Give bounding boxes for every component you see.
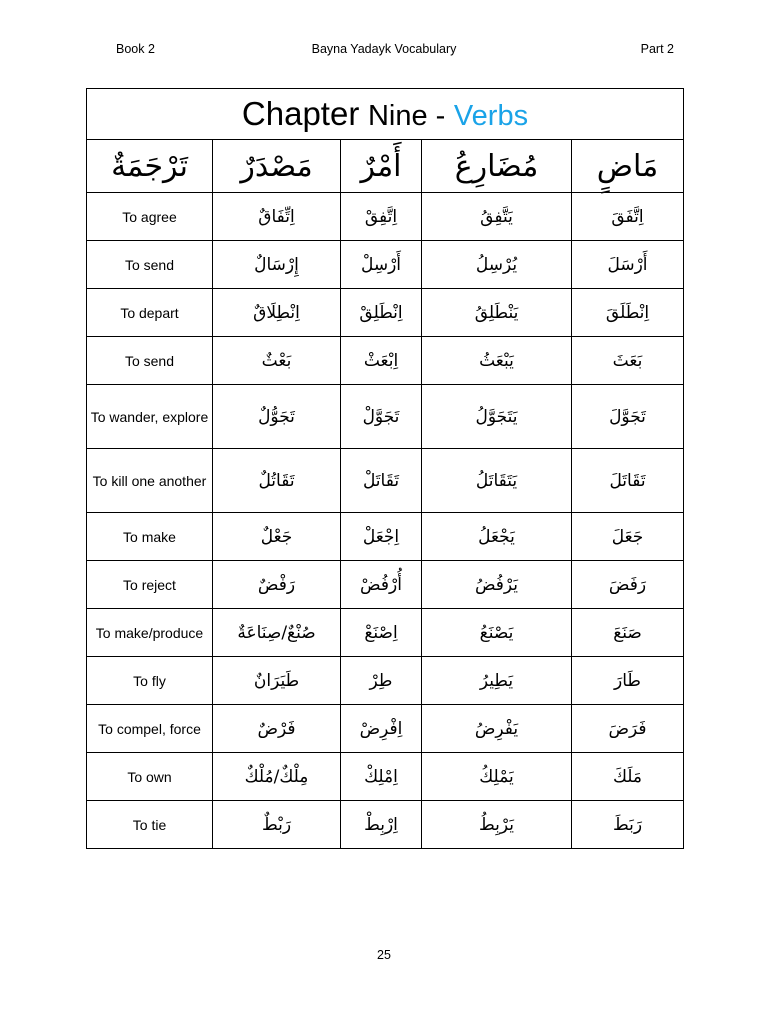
amr-cell: أَرْسِلْ: [341, 241, 422, 289]
table-row: [87, 705, 684, 753]
translation-cell: To wander, explore: [87, 385, 213, 449]
column-header-masdar: مَصْدَرٌ: [213, 140, 341, 193]
header-part: Part 2: [640, 42, 674, 56]
page-number: 25: [377, 948, 391, 962]
table-row: [87, 385, 684, 449]
mudari-cell: يُرْسِلُ: [422, 241, 572, 289]
madi-cell: جَعَلَ: [572, 513, 684, 561]
mudari-cell: يَرْفُضُ: [422, 561, 572, 609]
table-row: [87, 561, 684, 609]
translation-cell: To compel, force: [87, 705, 213, 753]
masdar-cell: صُنْعٌ/صِنَاعَةٌ: [213, 609, 341, 657]
mudari-cell: يَرْبِطُ: [422, 801, 572, 849]
mudari-cell: يَصْنَعُ: [422, 609, 572, 657]
table-row: [87, 337, 684, 385]
amr-cell: اِجْعَلْ: [341, 513, 422, 561]
madi-cell: بَعَثَ: [572, 337, 684, 385]
mudari-cell: يَتَّفِقُ: [422, 193, 572, 241]
column-header-madi: مَاضٍ: [572, 140, 684, 193]
amr-cell: اِصْنَعْ: [341, 609, 422, 657]
translation-cell: To tie: [87, 801, 213, 849]
translation-cell: To agree: [87, 193, 213, 241]
amr-cell: تَجَوَّلْ: [341, 385, 422, 449]
mudari-cell: يَفْرِضُ: [422, 705, 572, 753]
mudari-cell: يَتَجَوَّلُ: [422, 385, 572, 449]
translation-cell: To reject: [87, 561, 213, 609]
madi-cell: رَبَطَ: [572, 801, 684, 849]
masdar-cell: اِتِّفَاقٌ: [213, 193, 341, 241]
table-row: [87, 609, 684, 657]
masdar-cell: رَفْضٌ: [213, 561, 341, 609]
masdar-cell: إِرْسَالٌ: [213, 241, 341, 289]
amr-cell: اِنْطَلِقْ: [341, 289, 422, 337]
masdar-cell: طَيَرَانٌ: [213, 657, 341, 705]
vocabulary-rows: [87, 193, 684, 849]
chapter-title: [87, 89, 684, 140]
table-row: [87, 801, 684, 849]
amr-cell: اِبْعَثْ: [341, 337, 422, 385]
masdar-cell: تَقَاتُلٌ: [213, 449, 341, 513]
madi-cell: اِتَّفَقَ: [572, 193, 684, 241]
title-nine: Nine -: [367, 100, 446, 132]
mudari-cell: يَمْلِكُ: [422, 753, 572, 801]
mudari-cell: يَبْعَثُ: [422, 337, 572, 385]
header-title: Bayna Yadayk Vocabulary: [311, 42, 457, 56]
madi-cell: مَلَكَ: [572, 753, 684, 801]
title-verbs: Verbs: [453, 100, 529, 132]
amr-cell: اِمْلِكْ: [341, 753, 422, 801]
mudari-cell: يَجْعَلُ: [422, 513, 572, 561]
table-row: [87, 289, 684, 337]
madi-cell: تَقَاتَلَ: [572, 449, 684, 513]
column-header-amr: أَمْرٌ: [341, 140, 422, 193]
amr-cell: اِرْبِطْ: [341, 801, 422, 849]
masdar-cell: بَعْثٌ: [213, 337, 341, 385]
madi-cell: فَرَضَ: [572, 705, 684, 753]
madi-cell: صَنَعَ: [572, 609, 684, 657]
amr-cell: طِرْ: [341, 657, 422, 705]
table-row: [87, 193, 684, 241]
translation-cell: To make/produce: [87, 609, 213, 657]
mudari-cell: يَطِيرُ: [422, 657, 572, 705]
column-header-translation: تَرْجَمَةٌ: [87, 140, 213, 193]
translation-cell: To make: [87, 513, 213, 561]
amr-cell: تَقَاتَلْ: [341, 449, 422, 513]
translation-cell: To depart: [87, 289, 213, 337]
translation-cell: To own: [87, 753, 213, 801]
vocabulary-table: [86, 88, 684, 849]
amr-cell: اِفْرِضْ: [341, 705, 422, 753]
table-row: [87, 657, 684, 705]
table-row: [87, 513, 684, 561]
masdar-cell: اِنْطِلَاقٌ: [213, 289, 341, 337]
header-book: Book 2: [116, 42, 155, 56]
madi-cell: تَجَوَّلَ: [572, 385, 684, 449]
translation-cell: To send: [87, 241, 213, 289]
column-header-row: [87, 140, 684, 193]
madi-cell: طَارَ: [572, 657, 684, 705]
masdar-cell: فَرْضٌ: [213, 705, 341, 753]
page-header: [0, 42, 768, 60]
mudari-cell: يَنْطَلِقُ: [422, 289, 572, 337]
masdar-cell: رَبْطٌ: [213, 801, 341, 849]
title-chapter: Chapter: [241, 95, 360, 132]
amr-cell: أُرْفُضْ: [341, 561, 422, 609]
mudari-cell: يَتَقَاتَلُ: [422, 449, 572, 513]
masdar-cell: جَعْلٌ: [213, 513, 341, 561]
masdar-cell: مِلْكٌ/مُلْكٌ: [213, 753, 341, 801]
title-row: [87, 89, 684, 140]
translation-cell: To kill one another: [87, 449, 213, 513]
column-header-mudari: مُضَارِعُ: [422, 140, 572, 193]
madi-cell: رَفَضَ: [572, 561, 684, 609]
masdar-cell: تَجَوُّلٌ: [213, 385, 341, 449]
madi-cell: اِنْطَلَقَ: [572, 289, 684, 337]
table-row: [87, 449, 684, 513]
translation-cell: To send: [87, 337, 213, 385]
madi-cell: أَرْسَلَ: [572, 241, 684, 289]
table-row: [87, 753, 684, 801]
table-row: [87, 241, 684, 289]
amr-cell: اِتَّفِقْ: [341, 193, 422, 241]
translation-cell: To fly: [87, 657, 213, 705]
